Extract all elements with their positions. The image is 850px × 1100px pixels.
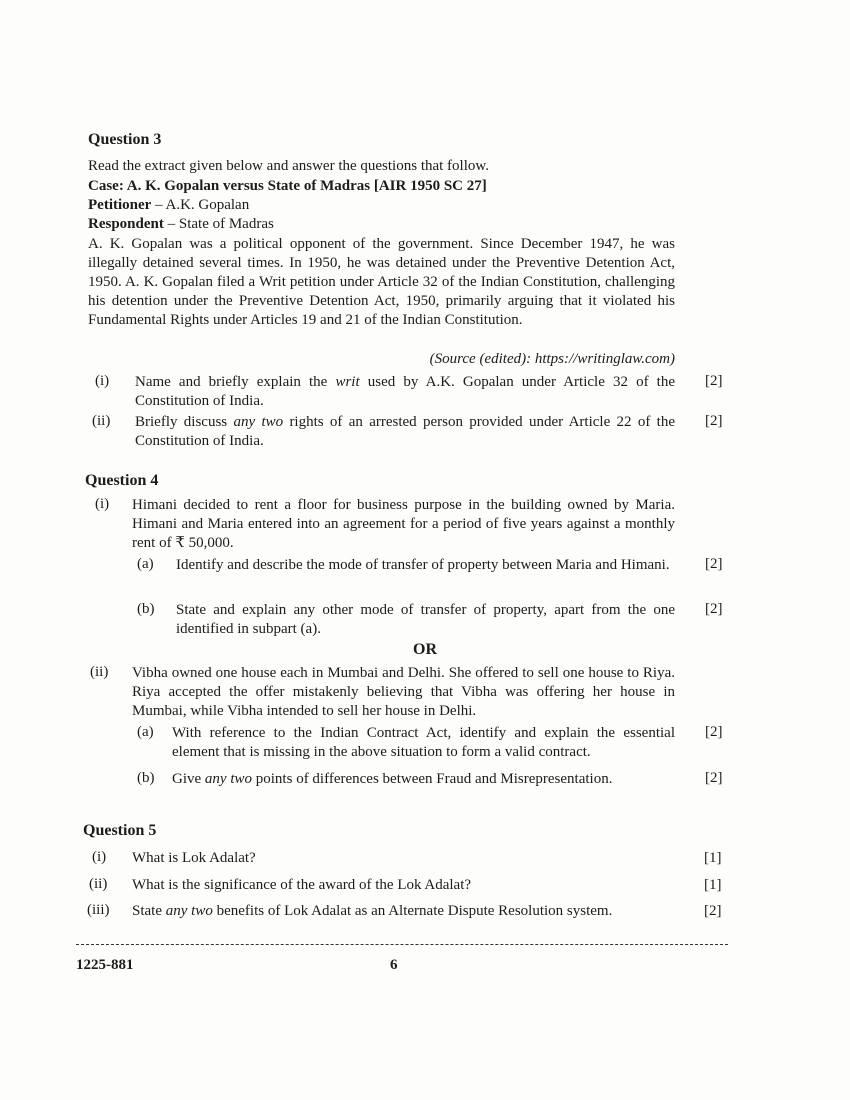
case-passage: A. K. Gopalan was a political opponent of the government. Since December 1947, he was illegally detained several times. In 1950, he was detained under the Preventive Detention Act, 1950. A. K. Gopalan filed a Writ petition under Article 32 of the Indian Constitution, challenging his detention under the Preventive Detention Act, 1950, primarily arguing that it violated his Fundamental Rights under Articles 19 and 21 of the Indian Constitution. — [88, 236, 675, 328]
petitioner-value: – A.K. Gopalan — [151, 197, 250, 213]
q5-item-marks: [1] — [704, 850, 722, 866]
q4-subpart-marks: [2] — [705, 601, 723, 617]
q5-item-number: (iii) — [87, 902, 110, 918]
petitioner-line — [88, 196, 249, 215]
respondent-value: – State of Madras — [163, 216, 274, 232]
q5-item-text: What is the significance of the award of the Lok Adalat? — [132, 877, 472, 893]
q4-subpart-number: (b) — [137, 770, 155, 786]
q3-item-marks: [2] — [705, 413, 723, 429]
q3-item-text-part: Briefly discuss — [135, 414, 234, 430]
q5-item-text-part: benefits of Lok Adalat as an Alternate Dispute Resolution system. — [212, 903, 613, 919]
q3-item-number: (ii) — [92, 413, 111, 429]
q3-item-text-part: used by A.K. Gopalan under Article 32 of the Constitution of India. — [135, 374, 675, 409]
question-3-title: Question 3 — [88, 131, 162, 148]
q4-subpart-text: Identify and describe the mode of transfer of property between Maria and Himani. — [176, 557, 670, 573]
q4-subpart-text: State and explain any other mode of transfer of property, apart from the one identified in subpart (a). — [176, 602, 675, 637]
q3-item-marks: [2] — [705, 373, 723, 389]
petitioner-label: Petitioner — [88, 197, 152, 213]
q4-subpart-marks: [2] — [705, 556, 723, 572]
q5-item-text: What is Lok Adalat? — [132, 850, 256, 866]
footer-divider — [76, 944, 728, 945]
question-4-title: Question 4 — [85, 472, 159, 489]
q5-item-text-part: State — [132, 903, 166, 919]
q5-item-marks: [1] — [704, 877, 722, 893]
q4-subpart-number: (a) — [137, 724, 154, 740]
q4-subpart-number: (a) — [137, 556, 154, 572]
q3-item-number: (i) — [95, 373, 110, 389]
q5-item-text — [132, 902, 612, 921]
q4-subpart-marks: [2] — [705, 770, 723, 786]
question-5-title: Question 5 — [83, 822, 157, 839]
q4-subpart-text-part: points of differences between Fraud and Misrepresentation. — [252, 771, 613, 787]
q4-part-i-scenario: Himani decided to rent a floor for business purpose in the building owned by Maria. Himani and Maria entered into an agreement for a period of five years against a monthly rent of ₹ 50,000. — [132, 497, 675, 551]
q4-part-number: (ii) — [90, 664, 109, 680]
q4-part-number: (i) — [95, 496, 110, 512]
q3-item-text — [135, 373, 675, 411]
q4-subpart-marks: [2] — [705, 724, 723, 740]
q5-item-number: (i) — [92, 849, 107, 865]
respondent-line — [88, 215, 274, 234]
source-citation: (Source (edited): https://writinglaw.com) — [429, 351, 675, 367]
question-3-intro: Read the extract given below and answer the questions that follow. — [88, 158, 489, 174]
q3-item-emphasis: writ — [335, 374, 360, 390]
q5-item-marks: [2] — [704, 903, 722, 919]
q4-subpart-emphasis: any two — [204, 771, 253, 787]
q5-item-number: (ii) — [89, 876, 108, 892]
q5-item-emphasis: any two — [165, 903, 213, 919]
q3-item-text — [135, 413, 675, 451]
q4-part-ii-scenario: Vibha owned one house each in Mumbai and Delhi. She offered to sell one house to Riya. Riya accepted the offer mistakenly believing that Vibha was offering her house in Mumbai, while Vibha intended to sell her house in Delhi. — [132, 665, 675, 719]
q4-subpart-number: (b) — [137, 601, 155, 617]
page-number: 6 — [390, 957, 398, 973]
or-divider: OR — [413, 641, 437, 658]
case-title: Case: A. K. Gopalan versus State of Madras [AIR 1950 SC 27] — [88, 178, 487, 194]
q4-subpart-text — [172, 770, 675, 789]
q4-subpart-text: With reference to the Indian Contract Act, identify and explain the essential element that is missing in the above situation to form a valid contract. — [172, 725, 675, 760]
q3-item-text-part: Name and briefly explain the — [135, 374, 336, 390]
q3-item-text-part: rights of an arrested person provided under Article 22 of the Constitution of India. — [135, 414, 676, 449]
respondent-label: Respondent — [88, 216, 164, 232]
q4-subpart-text-part: Give — [172, 771, 205, 787]
q3-item-emphasis: any two — [233, 414, 284, 430]
paper-code: 1225-881 — [76, 957, 134, 973]
